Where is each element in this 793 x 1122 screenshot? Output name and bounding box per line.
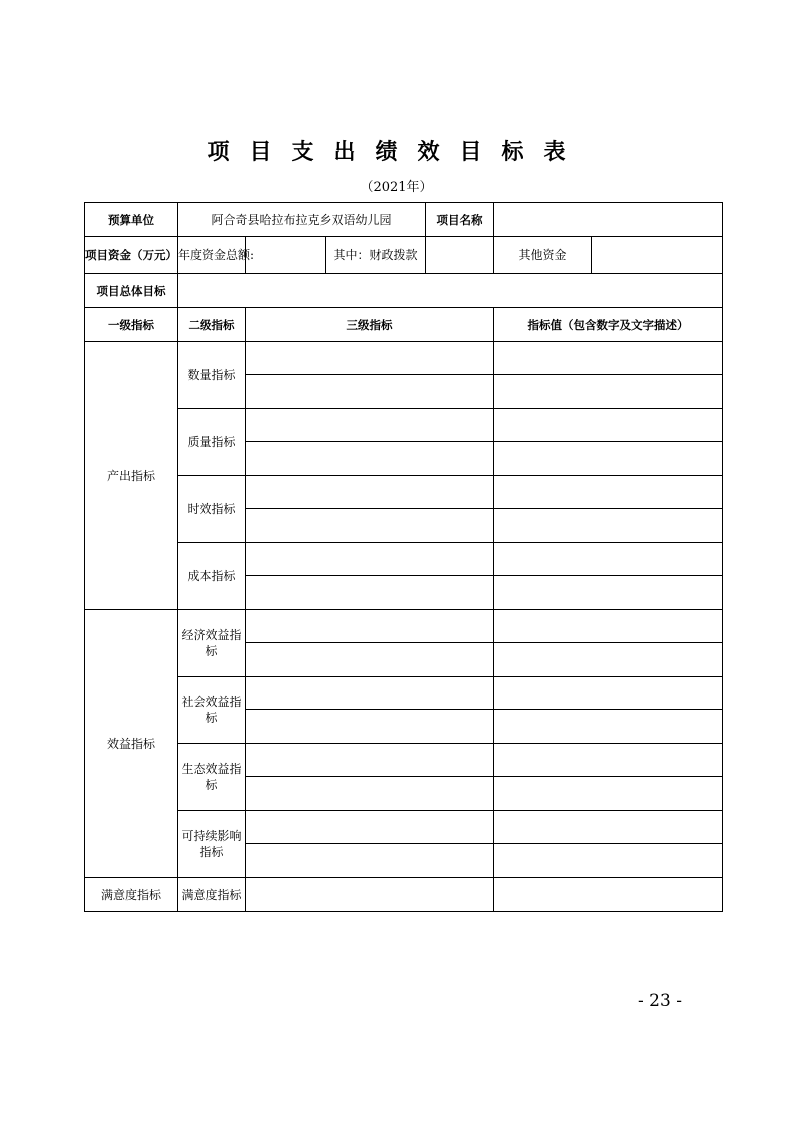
- level1-output: 产出指标: [85, 342, 178, 610]
- table-row: [85, 610, 723, 643]
- col-header-level1: 一级指标: [85, 308, 178, 342]
- value-cell[interactable]: [494, 744, 723, 777]
- value-cell[interactable]: [494, 811, 723, 844]
- level2-cost: 成本指标: [178, 543, 246, 610]
- level3-cell[interactable]: [246, 811, 494, 844]
- col-header-level3: 三级指标: [246, 308, 494, 342]
- level3-cell[interactable]: [246, 677, 494, 710]
- level3-cell[interactable]: [246, 375, 494, 409]
- value-cell[interactable]: [494, 543, 723, 576]
- level3-cell[interactable]: [246, 878, 494, 912]
- funds-label: 项目资金（万元）: [85, 237, 178, 274]
- table-row: [85, 677, 723, 710]
- value-cell[interactable]: [494, 476, 723, 509]
- level2-quantity: 数量指标: [178, 342, 246, 409]
- level3-cell[interactable]: [246, 576, 494, 610]
- fiscal-label: 其中：财政拨款: [326, 237, 426, 274]
- level1-satisfaction: 满意度指标: [85, 878, 178, 912]
- row-unit: [85, 203, 723, 237]
- level3-cell[interactable]: [246, 610, 494, 643]
- value-cell[interactable]: [494, 409, 723, 442]
- level3-cell[interactable]: [246, 744, 494, 777]
- value-cell[interactable]: [494, 442, 723, 476]
- value-cell[interactable]: [494, 844, 723, 878]
- level3-cell[interactable]: [246, 777, 494, 811]
- value-cell[interactable]: [494, 509, 723, 543]
- level3-cell[interactable]: [246, 543, 494, 576]
- level2-timeliness: 时效指标: [178, 476, 246, 543]
- level2-ecological: 生态效益指标: [178, 744, 246, 811]
- level3-cell[interactable]: [246, 476, 494, 509]
- page-title: 项目支出绩效目标表: [207, 140, 586, 165]
- row-column-headers: [85, 308, 723, 342]
- overall-goal-value[interactable]: [178, 274, 723, 308]
- level3-cell[interactable]: [246, 409, 494, 442]
- level2-social: 社会效益指标: [178, 677, 246, 744]
- unit-value[interactable]: 阿合奇县哈拉布拉克乡双语幼儿园: [178, 203, 426, 237]
- level3-cell[interactable]: [246, 844, 494, 878]
- level2-economic: 经济效益指标: [178, 610, 246, 677]
- value-cell[interactable]: [494, 576, 723, 610]
- level3-cell[interactable]: [246, 342, 494, 375]
- other-value[interactable]: [592, 237, 723, 274]
- table-row: [85, 878, 723, 912]
- level3-cell[interactable]: [246, 710, 494, 744]
- value-cell[interactable]: [494, 342, 723, 375]
- unit-label: 预算单位: [85, 203, 178, 237]
- row-overall-goal: [85, 274, 723, 308]
- value-cell[interactable]: [494, 710, 723, 744]
- table-row: [85, 744, 723, 777]
- annual-total-value[interactable]: [246, 237, 326, 274]
- row-funds: [85, 237, 723, 274]
- project-name-label: 项目名称: [426, 203, 494, 237]
- value-cell[interactable]: [494, 777, 723, 811]
- annual-total-label: 年度资金总额:: [178, 237, 246, 274]
- table-row: [85, 543, 723, 576]
- performance-target-table: [84, 202, 723, 912]
- other-label: 其他资金: [494, 237, 592, 274]
- value-cell[interactable]: [494, 643, 723, 677]
- value-cell[interactable]: [494, 677, 723, 710]
- project-name-value[interactable]: [494, 203, 723, 237]
- table-row: [85, 409, 723, 442]
- value-cell[interactable]: [494, 610, 723, 643]
- value-cell[interactable]: [494, 375, 723, 409]
- table-row: [85, 811, 723, 844]
- level3-cell[interactable]: [246, 643, 494, 677]
- col-header-value: 指标值（包含数字及文字描述）: [494, 308, 723, 342]
- level2-satisfaction: 满意度指标: [178, 878, 246, 912]
- value-cell[interactable]: [494, 878, 723, 912]
- col-header-level2: 二级指标: [178, 308, 246, 342]
- level2-sustainability: 可持续影响指标: [178, 811, 246, 878]
- level3-cell[interactable]: [246, 442, 494, 476]
- year-label: （2021年）: [360, 180, 433, 195]
- page-number: - 23 -: [638, 991, 682, 1011]
- level3-cell[interactable]: [246, 509, 494, 543]
- fiscal-value[interactable]: [426, 237, 494, 274]
- level1-benefit: 效益指标: [85, 610, 178, 878]
- table-row: [85, 476, 723, 509]
- overall-goal-label: 项目总体目标: [85, 274, 178, 308]
- level2-quality: 质量指标: [178, 409, 246, 476]
- table-row: [85, 342, 723, 375]
